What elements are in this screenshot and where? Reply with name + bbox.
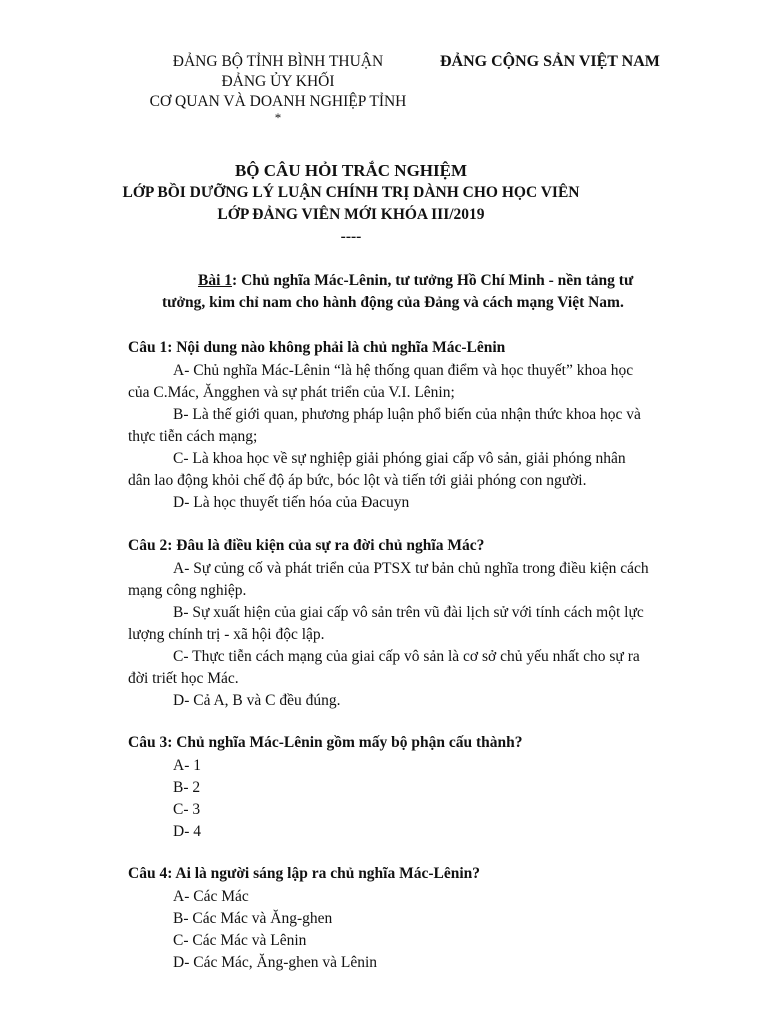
issuer-line-3: CƠ QUAN VÀ DOANH NGHIỆP TỈNH: [149, 93, 407, 110]
option-d: D- Các Mác, Ăng-ghen và Lênin: [173, 954, 378, 971]
option-a: A- Sự củng cố và phát triển của PTSX tư bản chủ nghĩa trong điều kiện cách mạng công nghiệp.: [128, 560, 649, 599]
title-line-1: BỘ CÂU HỎI TRẮC NGHIỆM: [234, 161, 468, 180]
issuer-block: [128, 52, 428, 124]
lesson-text-2: tưởng, kim chỉ nam cho hành động của Đảng và cách mạng Việt Nam.: [162, 294, 624, 311]
option-b: B- 2: [173, 779, 201, 796]
question-4: [128, 863, 688, 974]
document-title: [0, 160, 702, 248]
option-c: C- Là khoa học về sự nghiệp giải phóng giai cấp vô sản, giải phóng nhân dân lao động khỏi chế độ áp bức, bóc lột và tiến tới giải phóng con người.: [128, 450, 626, 489]
option-c: C- Các Mác và Lênin: [173, 932, 307, 949]
issuer-line-1: ĐẢNG BỘ TỈNH BÌNH THUẬN: [172, 53, 384, 70]
option-a: A- 1: [173, 757, 201, 774]
title-line-4: ----: [340, 228, 362, 245]
question-title: Câu 2: Đâu là điều kiện của sự ra đời chủ nghĩa Mác?: [128, 537, 485, 554]
question-title: Câu 3: Chủ nghĩa Mác-Lênin gồm mấy bộ phận cấu thành?: [128, 734, 523, 751]
option-b: B- Các Mác và Ăng-ghen: [173, 910, 333, 927]
title-line-3: LỚP ĐẢNG VIÊN MỚI KHÓA III/2019: [217, 206, 485, 223]
option-a: A- Chủ nghĩa Mác-Lênin “là hệ thống quan điểm và học thuyết” khoa học của C.Mác, Ăngghen và sự phát triển của V.I. Lênin;: [128, 362, 634, 401]
question-2: [128, 535, 688, 712]
party-name: ĐẢNG CỘNG SẢN VIỆT NAM: [440, 53, 660, 70]
lesson-label: Bài 1: [198, 272, 233, 289]
question-title: Câu 4: Ai là người sáng lập ra chủ nghĩa Mác-Lênin?: [128, 865, 481, 882]
option-b: B- Sự xuất hiện của giai cấp vô sản trên vũ đài lịch sử với tính cách một lực lượng chính trị - xã hội độc lập.: [128, 604, 644, 643]
option-a: A- Các Mác: [173, 888, 249, 905]
issuer-line-2: ĐẢNG ỦY KHỐI: [221, 73, 335, 90]
option-c: C- Thực tiễn cách mạng của giai cấp vô sản là cơ sở chủ yếu nhất cho sự ra đời triết học Mác.: [128, 648, 640, 687]
lesson-heading: [140, 270, 680, 314]
issuer-star: *: [274, 110, 282, 125]
option-d: D- Cả A, B và C đều đúng.: [173, 692, 341, 709]
option-d: D- Là học thuyết tiến hóa của Đacuyn: [173, 494, 410, 511]
title-line-2: LỚP BỒI DƯỠNG LÝ LUẬN CHÍNH TRỊ DÀNH CHO HỌC VIÊN: [122, 184, 580, 201]
option-d: D- 4: [173, 823, 201, 840]
option-b: B- Là thế giới quan, phương pháp luận phổ biến của nhận thức khoa học và thực tiễn cách mạng;: [128, 406, 641, 445]
question-1: [128, 337, 688, 514]
question-3: [128, 732, 688, 843]
lesson-text-1: : Chủ nghĩa Mác-Lênin, tư tưởng Hồ Chí Minh - nền tảng tư: [232, 272, 634, 289]
question-title: Câu 1: Nội dung nào không phải là chủ nghĩa Mác-Lênin: [128, 339, 506, 356]
option-c: C- 3: [173, 801, 201, 818]
